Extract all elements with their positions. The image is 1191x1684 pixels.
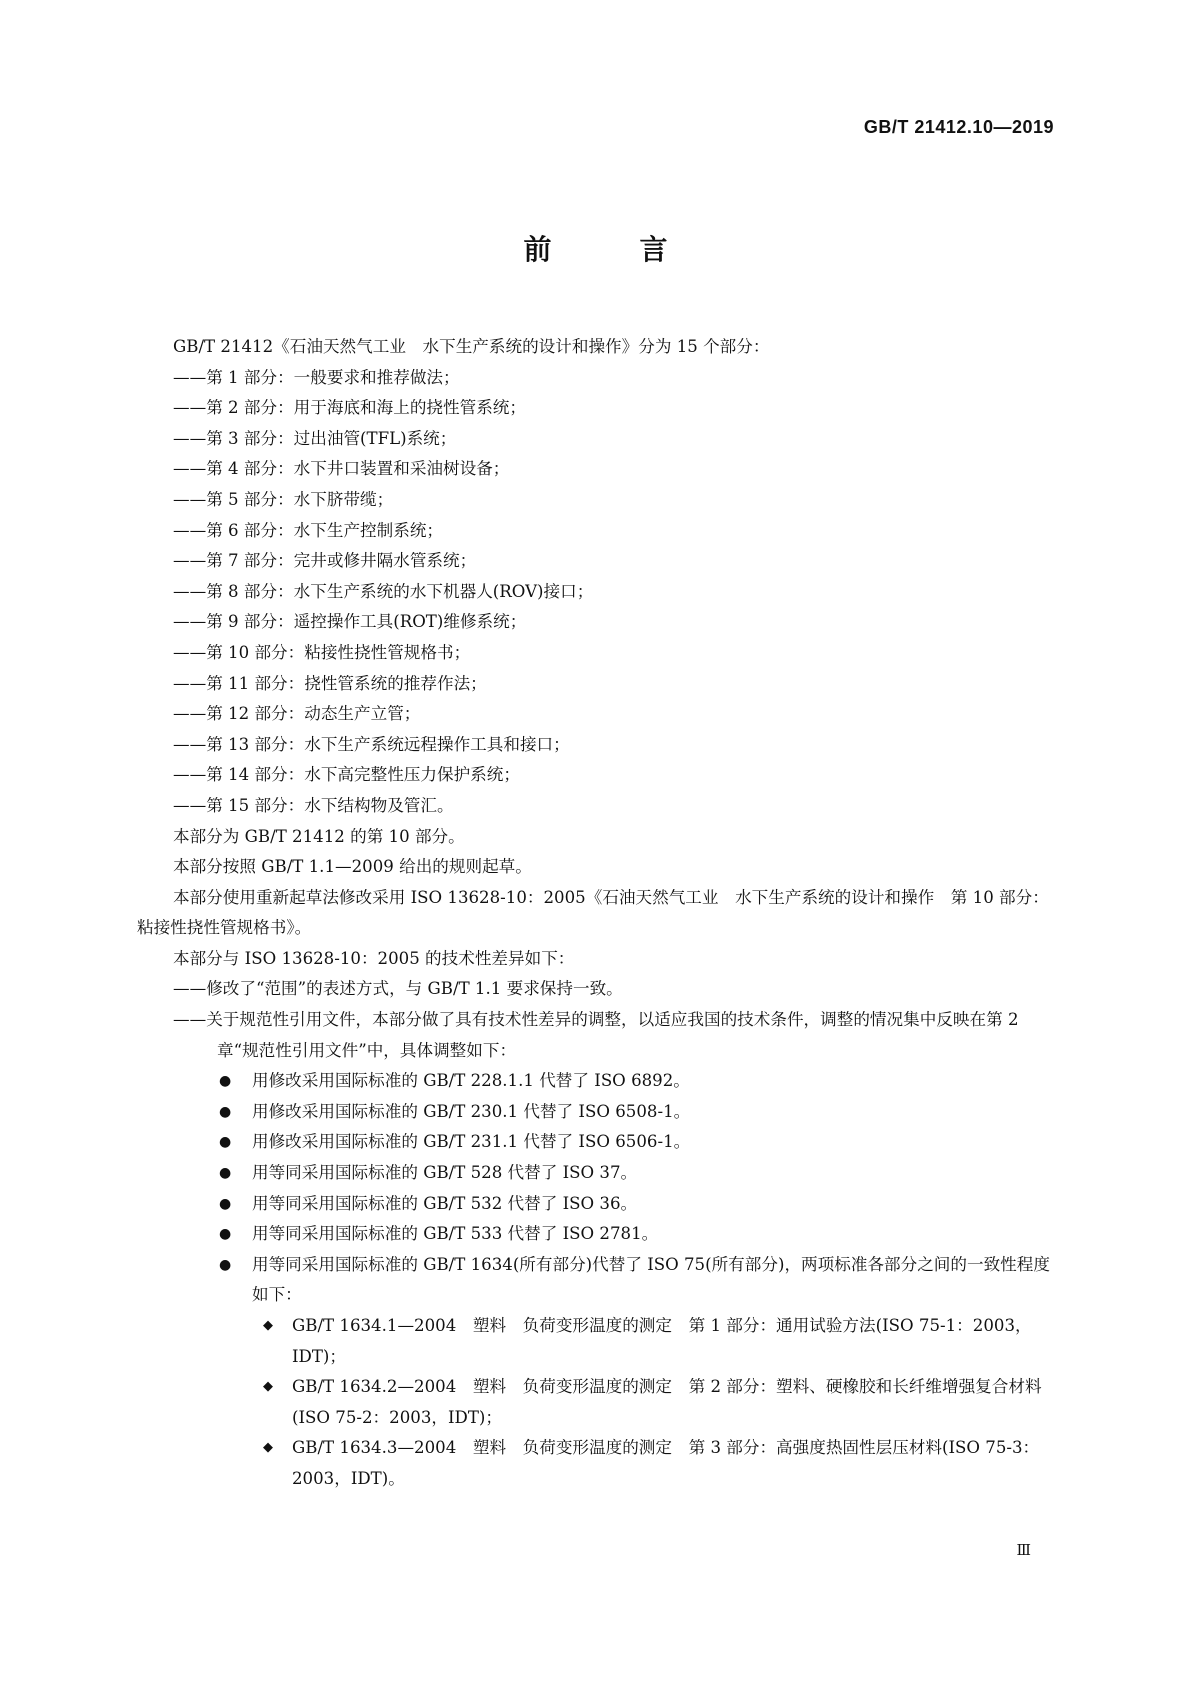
list-item — [137, 1250, 1055, 1311]
document-body — [137, 332, 1055, 1495]
list-item: ——关于规范性引用文件，本部分做了具有技术性差异的调整，以适应我国的技术条件，调整的情况集中反映在第 2 章“规范性引用文件”中，具体调整如下： — [173, 1010, 1019, 1060]
bullet-icon: ● — [219, 1195, 232, 1212]
list-item — [137, 1097, 1055, 1128]
list-item — [137, 1311, 1055, 1372]
bullet-icon: ● — [219, 1103, 232, 1120]
bullet-icon: ● — [219, 1134, 232, 1151]
list-item: ——第 2 部分：用于海底和海上的挠性管系统； — [173, 398, 526, 418]
list-item: ——第 15 部分：水下结构物及管汇。 — [173, 795, 454, 815]
parts-list — [137, 363, 1055, 822]
differences-intro: 本部分与 ISO 13628-10：2005 的技术性差异如下： — [173, 948, 575, 968]
list-item-text: 用修改采用国际标准的 GB/T 231.1 代替了 ISO 6506-1。 — [252, 1132, 691, 1152]
bullet-icon: ● — [219, 1165, 232, 1182]
list-item — [137, 1127, 1055, 1158]
bullet-icon: ● — [219, 1226, 232, 1243]
list-item: ——第 12 部分：动态生产立管； — [173, 704, 421, 724]
list-item: ——修改了“范围”的表述方式，与 GB/T 1.1 要求保持一致。 — [173, 979, 623, 999]
list-item-text: 用等同采用国际标准的 GB/T 532 代替了 ISO 36。 — [252, 1193, 638, 1213]
list-item — [137, 1066, 1055, 1097]
list-item-text: 用等同采用国际标准的 GB/T 1634(所有部分)代替了 ISO 75(所有部分)，两项标准各部分之间的一致性程度如下： — [252, 1254, 1050, 1305]
list-item: ——第 9 部分：遥控操作工具(ROT)维修系统； — [173, 612, 527, 632]
list-item — [137, 1433, 1055, 1494]
bullet-icon: ● — [219, 1256, 232, 1273]
bullet-icon: ● — [219, 1073, 232, 1090]
page-title: 前 言 — [523, 233, 698, 266]
list-item — [137, 1372, 1055, 1433]
list-item — [137, 1158, 1055, 1189]
list-item-text: 用修改采用国际标准的 GB/T 230.1 代替了 ISO 6508-1。 — [252, 1101, 691, 1121]
bullet-list — [137, 1066, 1055, 1311]
list-item — [137, 1189, 1055, 1220]
list-item: ——第 14 部分：水下高完整性压力保护系统； — [173, 765, 520, 785]
drafting-rules-statement: 本部分按照 GB/T 1.1—2009 给出的规则起草。 — [173, 857, 532, 877]
list-item: ——第 8 部分：水下生产系统的水下机器人(ROV)接口； — [173, 581, 594, 601]
sub-bullet-list — [137, 1311, 1055, 1495]
list-item — [137, 1219, 1055, 1250]
list-item: ——第 6 部分：水下生产控制系统； — [173, 520, 444, 540]
list-item: ——第 4 部分：水下井口装置和采油树设备； — [173, 459, 510, 479]
list-item-text: GB/T 1634.2—2004 塑料 负荷变形温度的测定 第 2 部分：塑料、硬橡胶和长纤维增强复合材料(ISO 75-2：2003，IDT)； — [292, 1377, 1042, 1427]
list-item: ——第 3 部分：过出油管(TFL)系统； — [173, 428, 457, 448]
list-item: ——第 5 部分：水下脐带缆； — [173, 489, 394, 509]
diamond-bullet-icon: ◆ — [263, 1379, 273, 1395]
adoption-statement: 本部分使用重新起草法修改采用 ISO 13628-10：2005《石油天然气工业 水下生产系统的设计和操作 第 10 部分：粘接性挠性管规格书》。 — [137, 887, 1049, 938]
list-item-text: 用等同采用国际标准的 GB/T 533 代替了 ISO 2781。 — [252, 1224, 659, 1244]
list-item: ——第 11 部分：挠性管系统的推荐作法； — [173, 673, 487, 693]
list-item: ——第 10 部分：粘接性挠性管规格书； — [173, 642, 471, 662]
list-item-text: 用等同采用国际标准的 GB/T 528 代替了 ISO 37。 — [252, 1163, 638, 1183]
list-item-text: 用修改采用国际标准的 GB/T 228.1.1 代替了 ISO 6892。 — [252, 1071, 690, 1091]
list-item: ——第 1 部分：一般要求和推荐做法； — [173, 367, 460, 387]
page-number: Ⅲ — [1016, 1541, 1031, 1559]
list-item-text: GB/T 1634.1—2004 塑料 负荷变形温度的测定 第 1 部分：通用试验方法(ISO 75-1：2003，IDT)； — [292, 1316, 1032, 1366]
intro-paragraph: GB/T 21412《石油天然气工业 水下生产系统的设计和操作》分为 15 个部分： — [173, 337, 770, 356]
diamond-bullet-icon: ◆ — [263, 1318, 273, 1333]
part-statement: 本部分为 GB/T 21412 的第 10 部分。 — [173, 826, 465, 846]
list-item: ——第 7 部分：完井或修井隔水管系统； — [173, 551, 477, 571]
diamond-bullet-icon: ◆ — [263, 1440, 273, 1456]
standard-code: GB/T 21412.10—2019 — [863, 117, 1054, 137]
list-item: ——第 13 部分：水下生产系统远程操作工具和接口； — [173, 734, 570, 754]
differences-list — [137, 974, 1055, 1066]
list-item-text: GB/T 1634.3—2004 塑料 负荷变形温度的测定 第 3 部分：高强度热固性层压材料(ISO 75-3：2003，IDT)。 — [292, 1438, 1040, 1488]
